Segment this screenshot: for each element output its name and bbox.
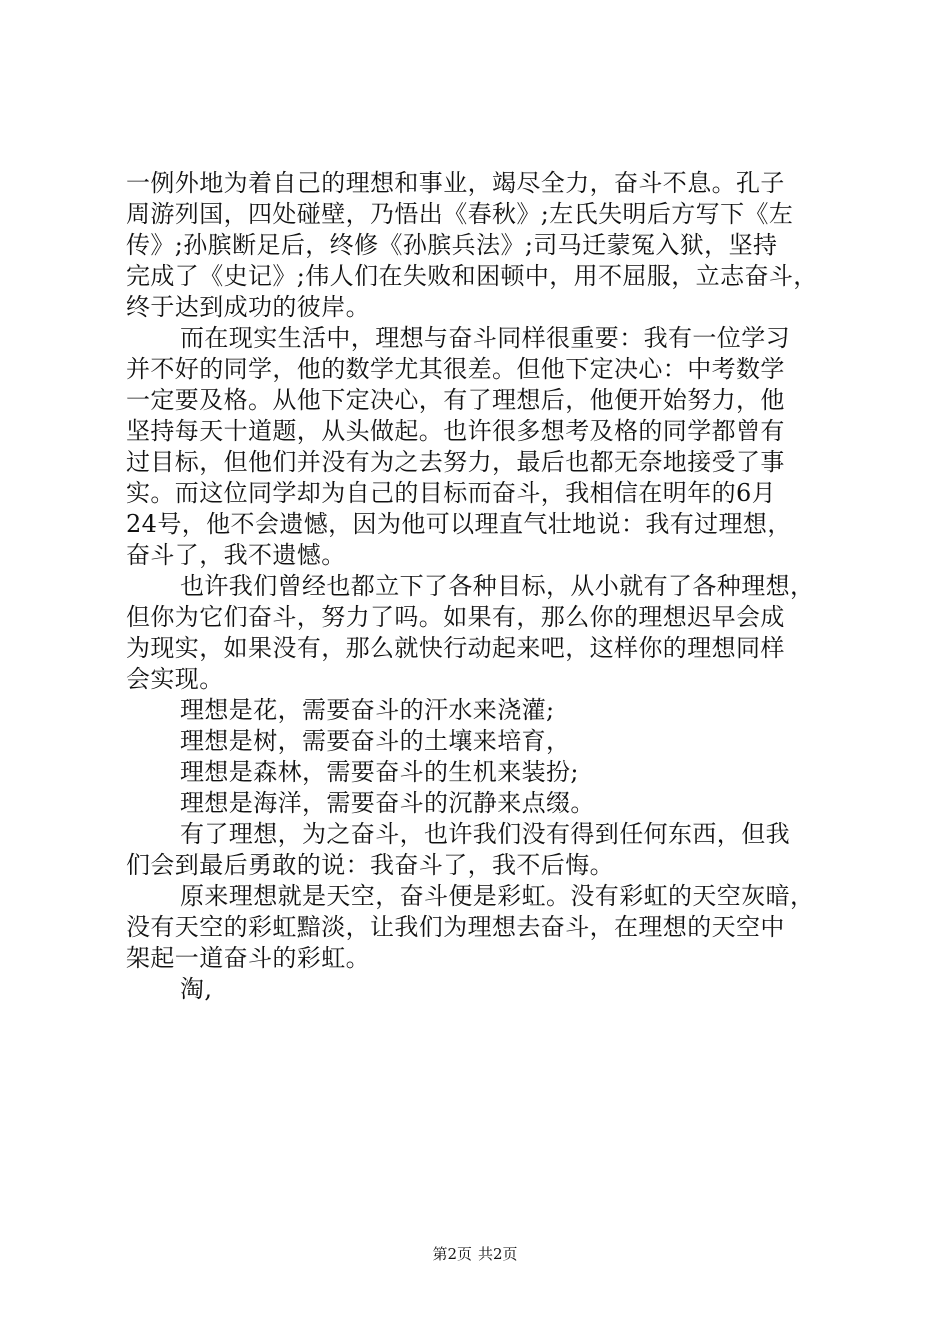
text-line: 理想是森林，需要奋斗的生机来装扮;: [180, 758, 579, 786]
text-line: 架起一道奋斗的彩虹。: [126, 944, 370, 972]
text-line: 周游列国，四处碰壁，乃悟出《春秋》;左氏失明后方写下《左: [126, 200, 794, 228]
text-line: 会实现。: [126, 665, 224, 693]
text-line: 奋斗了，我不遗憾。: [126, 541, 346, 569]
text-line: 终于达到成功的彼岸。: [126, 293, 370, 321]
page-footer: [0, 1243, 950, 1265]
page-number: 第2页: [432, 1245, 472, 1263]
text-line: 但你为它们奋斗，努力了吗。如果有，那么你的理想迟早会成: [126, 603, 785, 631]
text-line: 理想是树，需要奋斗的土壤来培育，: [180, 727, 571, 755]
text-line: 而在现实生活中，理想与奋斗同样很重要：我有一位学习: [180, 324, 790, 352]
text-line: 传》;孙膑断足后，终修《孙膑兵法》;司马迁蒙冤入狱，坚持: [126, 231, 778, 259]
text-line: 没有天空的彩虹黯淡，让我们为理想去奋斗，在理想的天空中: [126, 913, 785, 941]
text-line: 一定要及格。从他下定决心，有了理想后，他便开始努力，他: [126, 386, 785, 414]
text-line: 原来理想就是天空，奋斗便是彩虹。没有彩虹的天空灰暗，: [180, 882, 815, 910]
text-line: 淘,: [180, 975, 213, 1003]
text-line: 们会到最后勇敢的说：我奋斗了，我不后悔。: [126, 851, 614, 879]
text-line: 过目标，但他们并没有为之去努力，最后也都无奈地接受了事: [126, 448, 785, 476]
text-line: 24号，他不会遗憾，因为他可以理直气壮地说：我有过理想，: [126, 510, 792, 538]
page-total: 共2页: [478, 1245, 518, 1263]
text-line: 实。而这位同学却为自己的目标而奋斗，我相信在明年的6月: [126, 479, 777, 507]
text-line: 为现实，如果没有，那么就快行动起来吧，这样你的理想同样: [126, 634, 785, 662]
text-line: 一例外地为着自己的理想和事业，竭尽全力，奋斗不息。孔子: [126, 169, 785, 197]
text-line: 有了理想，为之奋斗，也许我们没有得到任何东西，但我: [180, 820, 790, 848]
body-text: [126, 168, 834, 1005]
text-line: 理想是花，需要奋斗的汗水来浇灌;: [180, 696, 555, 724]
text-line: 完成了《史记》;伟人们在失败和困顿中，用不屈服，立志奋斗，: [126, 262, 818, 290]
text-line: 坚持每天十道题，从头做起。也许很多想考及格的同学都曾有: [126, 417, 785, 445]
text-line: 理想是海洋，需要奋斗的沉静来点缀。: [180, 789, 595, 817]
text-line: 并不好的同学，他的数学尤其很差。但他下定决心：中考数学: [126, 355, 785, 383]
text-line: 也许我们曾经也都立下了各种目标，从小就有了各种理想，: [180, 572, 815, 600]
